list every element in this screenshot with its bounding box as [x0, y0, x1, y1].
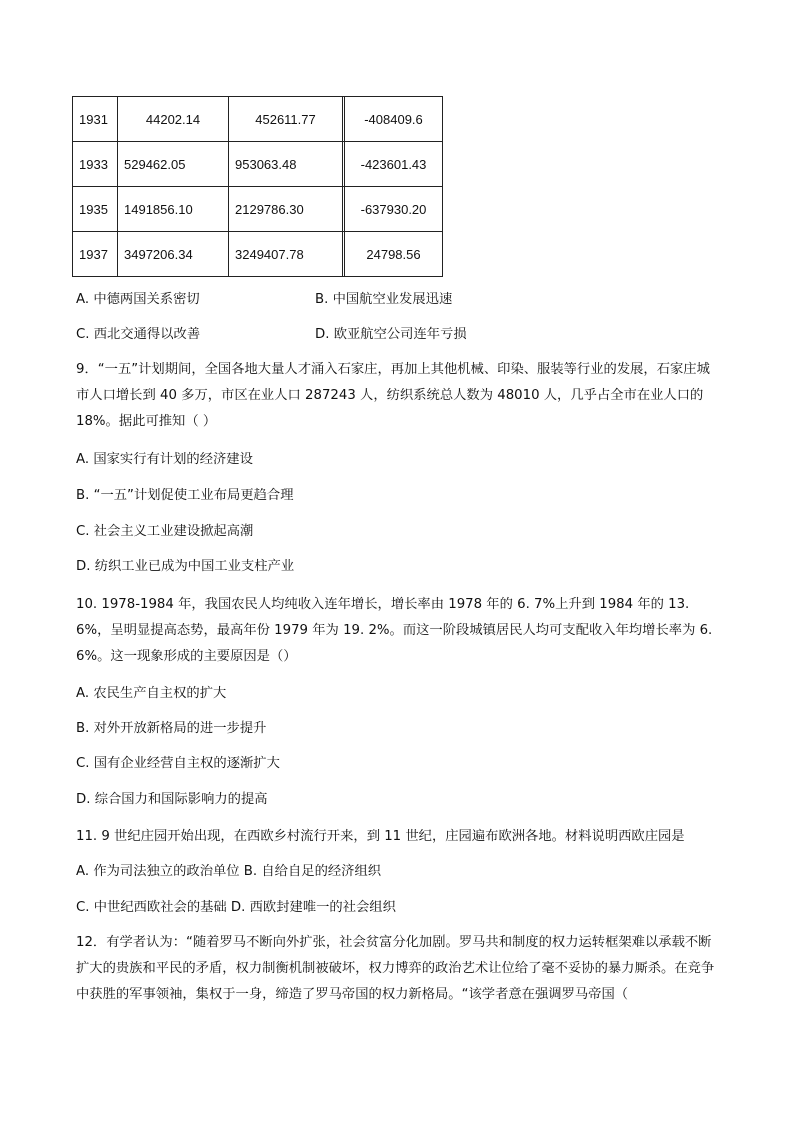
- year-cell: 1931: [73, 97, 118, 142]
- q10-option-c: C. 国有企业经营自主权的逐渐扩大: [76, 756, 280, 771]
- q10-stem: 10. 1978-1984 年，我国农民人均纯收入连年增长，增长率由 1978 年的 6. 7%上升到 1984 年的 13. 6%，呈明显提高态势，最高年份 1979 年为 19. 2%。而这一阶段城镇居民人均可支配收入年均增长率为 6. 6%。这一现象形成的主要原因是（）: [76, 597, 713, 664]
- balance-cell: -637930.20: [345, 187, 443, 232]
- table-row: [73, 97, 443, 142]
- table-row: [73, 142, 443, 187]
- year-cell: 1935: [73, 187, 118, 232]
- q10-option-d: D. 综合国力和国际影响力的提高: [76, 792, 268, 807]
- q8-option-a: A. 中德两国关系密切: [76, 292, 200, 307]
- table-row: [73, 232, 443, 277]
- value-cell: 3497206.34: [118, 232, 229, 277]
- balance-cell: -408409.6: [345, 97, 443, 142]
- q11-stem: 11. 9 世纪庄园开始出现，在西欧乡村流行开来，到 11 世纪，庄园遍布欧洲各地。材料说明西欧庄园是: [76, 829, 685, 844]
- q9-option-c: C. 社会主义工业建设掀起高潮: [76, 524, 254, 539]
- q9-option-a: A. 国家实行有计划的经济建设: [76, 452, 253, 467]
- q9-option-b: B. “一五”计划促使工业布局更趋合理: [76, 488, 294, 503]
- q8-option-c: C. 西北交通得以改善: [76, 327, 201, 342]
- table-row: [73, 187, 443, 232]
- q8-option-d: D. 欧亚航空公司连年亏损: [315, 327, 467, 342]
- balance-cell: 24798.56: [345, 232, 443, 277]
- value-cell: 452611.77: [229, 97, 343, 142]
- year-cell: 1937: [73, 232, 118, 277]
- value-cell: 2129786.30: [229, 187, 343, 232]
- value-cell: 3249407.78: [229, 232, 343, 277]
- trade-data-table: [72, 96, 443, 277]
- q11-options-cd: C. 中世纪西欧社会的基础 D. 西欧封建唯一的社会组织: [76, 900, 396, 915]
- q9-stem: 9．“一五”计划期间，全国各地大量人才涌入石家庄，再加上其他机械、印染、服装等行业的发展，石家庄城市人口增长到 40 多万，市区在业人口 287243 人，纺织系统总人数为 48010 人，几乎占全市在业人口的 18%。据此可推知（ ）: [76, 362, 710, 429]
- q10-option-b: B. 对外开放新格局的进一步提升: [76, 721, 267, 736]
- year-cell: 1933: [73, 142, 118, 187]
- value-cell: 529462.05: [118, 142, 229, 187]
- q8-option-b: B. 中国航空业发展迅速: [315, 292, 453, 307]
- balance-cell: -423601.43: [345, 142, 443, 187]
- value-cell: 44202.14: [118, 97, 229, 142]
- q10-option-a: A. 农民生产自主权的扩大: [76, 686, 227, 701]
- q9-option-d: D. 纺织工业已成为中国工业支柱产业: [76, 559, 295, 574]
- q11-options-ab: A. 作为司法独立的政治单位 B. 自给自足的经济组织: [76, 864, 382, 879]
- value-cell: 953063.48: [229, 142, 343, 187]
- q12-stem: 12．有学者认为：“随着罗马不断向外扩张，社会贫富分化加剧。罗马共和制度的权力运转框架难以承载不断扩大的贵族和平民的矛盾，权力制衡机制被破坏，权力博弈的政治艺术让位给了毫不妥协的暴力厮杀。在竞争中获胜的军事领袖，集权于一身，缔造了罗马帝国的权力新格局。“该学者意在强调罗马帝国（: [76, 935, 715, 1002]
- value-cell: 1491856.10: [118, 187, 229, 232]
